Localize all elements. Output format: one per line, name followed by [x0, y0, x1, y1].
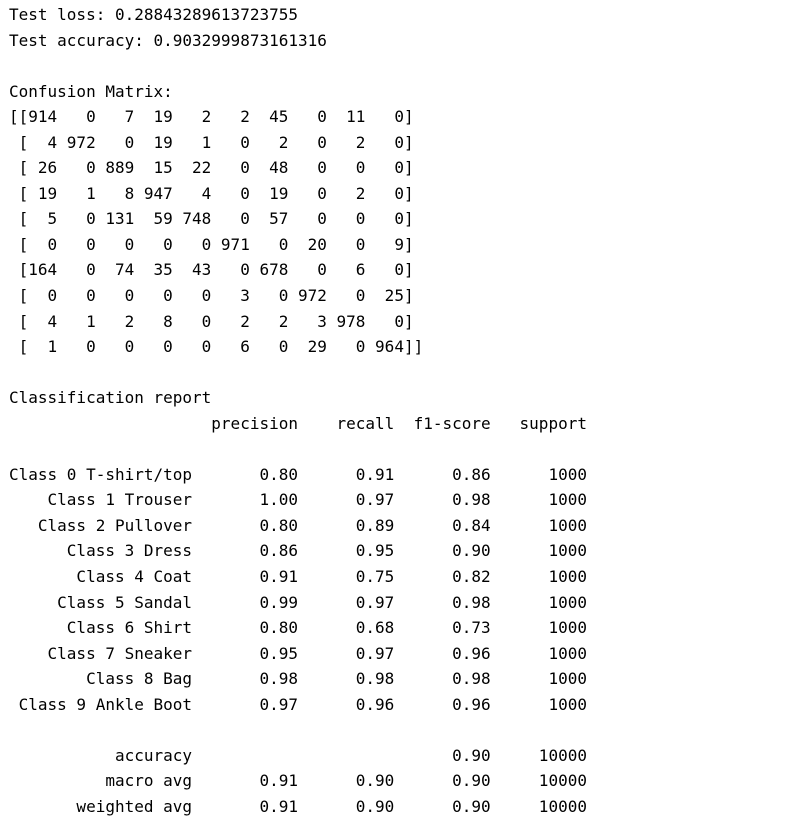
- report-class-row: Class 4 Coat 0.91 0.75 0.82 1000: [9, 567, 587, 587]
- report-class-row: Class 9 Ankle Boot 0.97 0.96 0.96 1000: [9, 694, 587, 714]
- confusion-matrix-row: [ 26 0 889 15 22 0 48 0 0 0]: [9, 158, 414, 178]
- report-class-row: Class 2 Pullover 0.80 0.89 0.84 1000: [9, 515, 587, 535]
- test-accuracy-line: Test accuracy: 0.9032999873161316: [9, 30, 327, 50]
- report-macro-avg-row: macro avg 0.91 0.90 0.90 10000: [9, 771, 587, 791]
- report-weighted-avg-row: weighted avg 0.91 0.90 0.90 10000: [9, 796, 587, 816]
- report-class-row: Class 1 Trouser 1.00 0.97 0.98 1000: [9, 490, 587, 510]
- blank-line: [9, 717, 787, 743]
- report-class-row: Class 0 T-shirt/top 0.80 0.91 0.86 1000: [9, 464, 587, 484]
- report-class-row: Class 3 Dress 0.86 0.95 0.90 1000: [9, 541, 587, 561]
- report-class-row: Class 6 Shirt 0.80 0.68 0.73 1000: [9, 618, 587, 638]
- classification-report-header: precision recall f1-score support: [9, 413, 587, 433]
- confusion-matrix-row: [ 4 1 2 8 0 2 2 3 978 0]: [9, 311, 414, 331]
- report-class-row: Class 5 Sandal 0.99 0.97 0.98 1000: [9, 592, 587, 612]
- confusion-matrix-title: Confusion Matrix:: [9, 81, 173, 101]
- test-loss-line: Test loss: 0.28843289613723755: [9, 5, 298, 24]
- report-class-row: Class 8 Bag 0.98 0.98 0.98 1000: [9, 669, 587, 689]
- confusion-matrix-row: [164 0 74 35 43 0 678 0 6 0]: [9, 260, 414, 280]
- report-class-row: Class 7 Sneaker 0.95 0.97 0.96 1000: [9, 643, 587, 663]
- blank-line: [9, 53, 787, 79]
- confusion-matrix-row: [ 4 972 0 19 1 0 2 0 2 0]: [9, 132, 414, 152]
- report-accuracy-row: accuracy 0.90 10000: [9, 745, 587, 765]
- confusion-matrix-row: [[914 0 7 19 2 2 45 0 11 0]: [9, 107, 414, 127]
- confusion-matrix-row: [ 1 0 0 0 0 6 0 29 0 964]]: [9, 337, 424, 357]
- blank-line: [9, 360, 787, 386]
- classification-report-title: Classification report: [9, 388, 212, 408]
- confusion-matrix-row: [ 5 0 131 59 748 0 57 0 0 0]: [9, 209, 414, 229]
- blank-line: [9, 436, 787, 462]
- confusion-matrix-row: [ 19 1 8 947 4 0 19 0 2 0]: [9, 183, 414, 203]
- confusion-matrix-row: [ 0 0 0 0 0 3 0 972 0 25]: [9, 286, 414, 306]
- confusion-matrix-row: [ 0 0 0 0 0 971 0 20 0 9]: [9, 234, 414, 254]
